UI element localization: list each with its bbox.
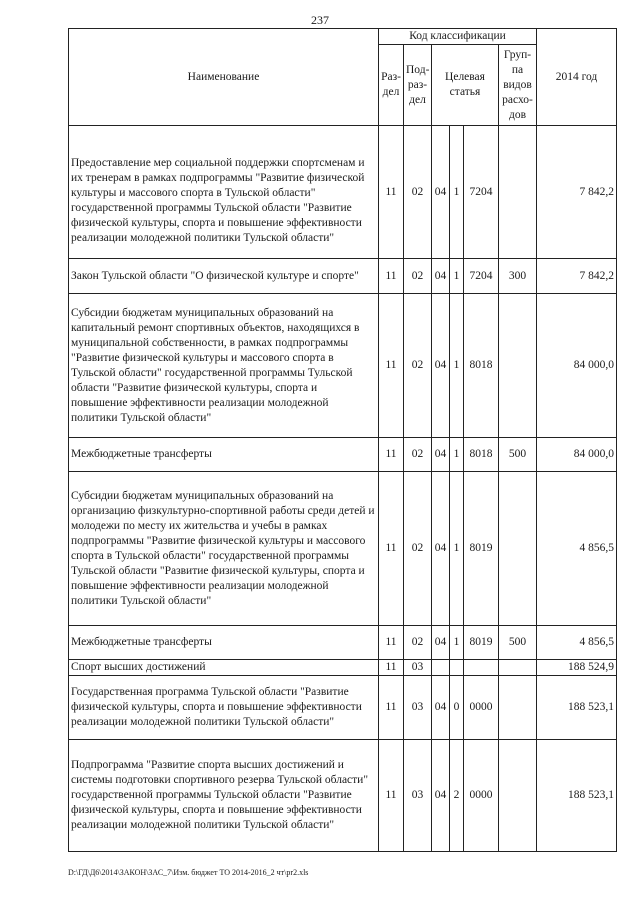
page-number: 237 <box>311 13 329 27</box>
table-row <box>69 626 617 660</box>
row-target-3: 8018 <box>464 294 499 438</box>
row-sum: 188 523,1 <box>537 676 617 740</box>
row-podrazdel: 02 <box>404 294 432 438</box>
row-target-2: 1 <box>450 259 464 294</box>
row-name: Межбюджетные трансферты <box>69 626 379 660</box>
row-target-2: 1 <box>450 438 464 472</box>
row-razdel: 11 <box>379 472 404 626</box>
budget-table <box>68 28 617 852</box>
row-name: Предоставление мер социальной поддержки спортсменам и их тренерам в рамках подпрограммы "Развитие физической культуры и массового спорта в Тульской области" государственной программы Тульской области "Развитие физической культуры, спорта и повышение эффективности реализации молодежной политики Тульской области" <box>69 126 379 259</box>
row-razdel: 11 <box>379 126 404 259</box>
row-name: Межбюджетные трансферты <box>69 438 379 472</box>
row-podrazdel: 02 <box>404 438 432 472</box>
row-name: Субсидии бюджетам муниципальных образований на организацию физкультурно-спортивной работы среди детей и молодежи по месту их жительства и учебы в рамках подпрограммы "Развитие физической культуры и массового спорта в Тульской области" государственной программы Тульской области "Развитие физической культуры, спорта и повышение эффективности реализации молодежной политики Тульской области" <box>69 472 379 626</box>
row-group <box>499 740 537 852</box>
row-target-1: 04 <box>432 676 450 740</box>
header-razdel: Раз- дел <box>379 45 404 126</box>
row-group: 500 <box>499 626 537 660</box>
row-sum: 188 523,1 <box>537 740 617 852</box>
header-year: 2014 год <box>537 29 617 126</box>
row-target-3: 8019 <box>464 472 499 626</box>
row-target-1: 04 <box>432 626 450 660</box>
row-target-3: 7204 <box>464 259 499 294</box>
row-podrazdel: 02 <box>404 259 432 294</box>
header-name: Наименование <box>69 29 379 126</box>
row-sum: 84 000,0 <box>537 438 617 472</box>
row-sum: 7 842,2 <box>537 259 617 294</box>
row-target-3: 8018 <box>464 438 499 472</box>
header-podrazdel: Под- раз- дел <box>404 45 432 126</box>
row-target-2: 1 <box>450 294 464 438</box>
row-sum: 84 000,0 <box>537 294 617 438</box>
row-sum: 188 524,9 <box>537 660 617 676</box>
table-row <box>69 438 617 472</box>
row-group: 300 <box>499 259 537 294</box>
header-group: Груп- па видов расхо- дов <box>499 45 537 126</box>
row-target-3: 7204 <box>464 126 499 259</box>
row-target-3: 8019 <box>464 626 499 660</box>
row-podrazdel: 02 <box>404 126 432 259</box>
row-target-3: 0000 <box>464 676 499 740</box>
row-podrazdel: 03 <box>404 660 432 676</box>
row-target-2: 1 <box>450 626 464 660</box>
table-row <box>69 660 617 676</box>
row-name: Спорт высших достижений <box>69 660 379 676</box>
row-target-1: 04 <box>432 438 450 472</box>
table-row <box>69 259 617 294</box>
row-podrazdel: 03 <box>404 676 432 740</box>
row-target-1: 04 <box>432 294 450 438</box>
row-target-1: 04 <box>432 740 450 852</box>
row-podrazdel: 03 <box>404 740 432 852</box>
row-name: Подпрограмма "Развитие спорта высших достижений и системы подготовки спортивного резерва Тульской области" государственной программы Тульской области "Развитие физической культуры, спорта и повышение эффективности реализации молодежной политики Тульской области" <box>69 740 379 852</box>
row-podrazdel: 02 <box>404 626 432 660</box>
row-target-2: 0 <box>450 676 464 740</box>
row-group <box>499 676 537 740</box>
row-target-3 <box>464 660 499 676</box>
table-row <box>69 294 617 438</box>
row-razdel: 11 <box>379 438 404 472</box>
row-razdel: 11 <box>379 660 404 676</box>
row-name: Закон Тульской области "О физической культуре и спорте" <box>69 259 379 294</box>
table-row <box>69 126 617 259</box>
row-sum: 7 842,2 <box>537 126 617 259</box>
row-podrazdel: 02 <box>404 472 432 626</box>
file-path-footer: D:\ГД\Д6\2014\ЗАКОН\ЗАС_7\Изм. бюджет ТО 2014-2016_2 чт\pr2.xls <box>68 868 309 877</box>
row-group <box>499 126 537 259</box>
row-sum: 4 856,5 <box>537 626 617 660</box>
row-razdel: 11 <box>379 294 404 438</box>
row-target-2 <box>450 660 464 676</box>
table-row <box>69 472 617 626</box>
header-code: Код классификации <box>379 29 537 45</box>
row-group <box>499 294 537 438</box>
table-row <box>69 676 617 740</box>
table-row <box>69 740 617 852</box>
row-group: 500 <box>499 438 537 472</box>
row-name: Субсидии бюджетам муниципальных образований на капитальный ремонт спортивных объектов, находящихся в муниципальной собственности, в рамках подпрограммы "Развитие физической культуры и массового спорта в Тульской области" государственной программы Тульской области "Развитие физической культуры, спорта и повышение эффективности реализации молодежной политики Тульской области" <box>69 294 379 438</box>
row-razdel: 11 <box>379 676 404 740</box>
row-target-2: 1 <box>450 126 464 259</box>
row-target-2: 2 <box>450 740 464 852</box>
row-target-2: 1 <box>450 472 464 626</box>
row-group <box>499 660 537 676</box>
row-target-1: 04 <box>432 126 450 259</box>
header-target: Целевая статья <box>432 45 499 126</box>
row-target-3: 0000 <box>464 740 499 852</box>
row-target-1: 04 <box>432 259 450 294</box>
row-sum: 4 856,5 <box>537 472 617 626</box>
row-target-1: 04 <box>432 472 450 626</box>
row-target-1 <box>432 660 450 676</box>
row-group <box>499 472 537 626</box>
row-razdel: 11 <box>379 740 404 852</box>
row-razdel: 11 <box>379 259 404 294</box>
row-name: Государственная программа Тульской области "Развитие физической культуры, спорта и повышение эффективности реализации молодежной политики Тульской области" <box>69 676 379 740</box>
row-razdel: 11 <box>379 626 404 660</box>
